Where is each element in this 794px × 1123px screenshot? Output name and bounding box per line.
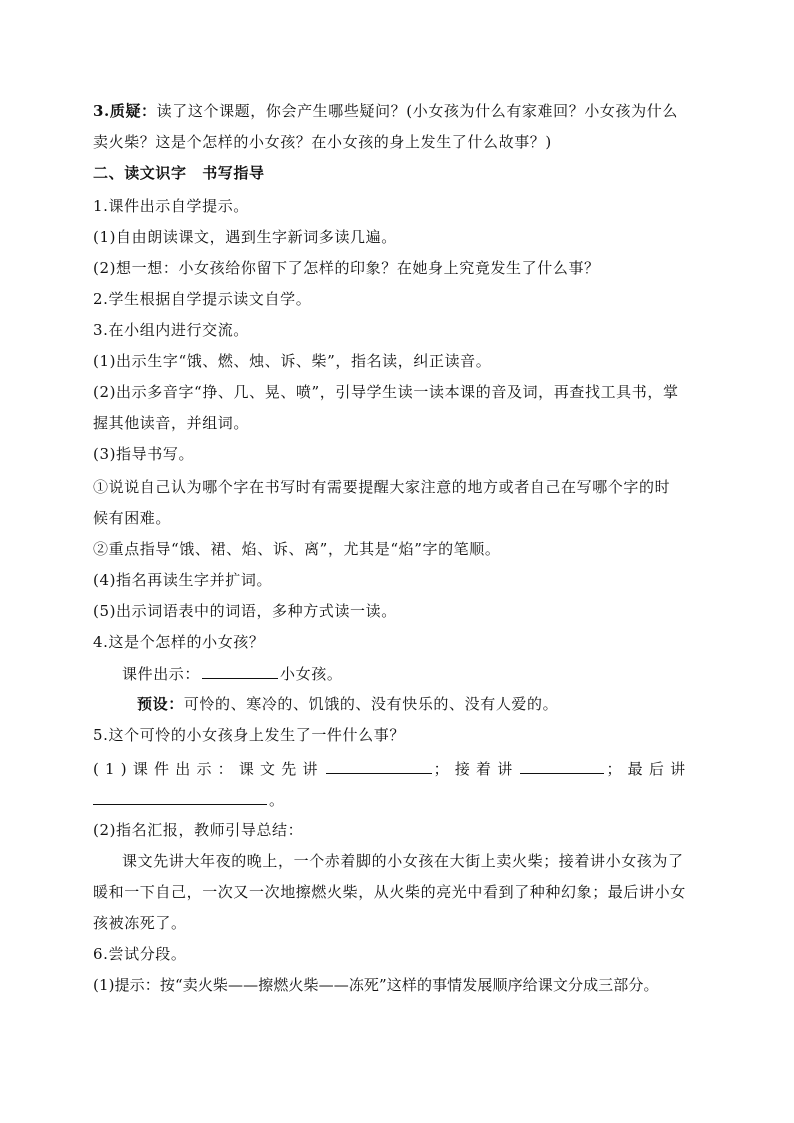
text-line: 5.这个可怜的小女孩身上发生了一件什么事？ [93,726,405,744]
text-line: (1)出示生字“饿、燃、烛、诉、柴”，指名读，纠正读音。 [93,352,492,370]
section-heading: 二、读文识字 书写指导 [93,164,265,182]
blank-connector: ；接着讲 [433,760,519,778]
blank-field [202,663,278,679]
text-line: (2)想一想：小女孩给你留下了怎样的印象？在她身上究竟发生了什么事？ [93,259,600,277]
blank-suffix: 。 [269,791,285,809]
blank-suffix: 小女孩。 [280,665,343,683]
text-line: (3)指导书写。 [93,445,195,463]
blank-field [326,758,432,774]
text-line: (5)出示词语表中的词语，多种方式读一读。 [93,602,397,620]
text-line: 候有困难。 [93,509,172,527]
question-line [93,101,678,121]
preset-text: 可怜的、寒冷的、饥饿的、没有快乐的、没有人爱的。 [183,695,559,713]
blank-field [93,789,267,805]
text-line: ①说说自己认为哪个字在书写时有需要提醒大家注意的地方或者自己在写哪个字的时 [93,478,671,496]
text-line: 1.课件出示自学提示。 [93,197,249,215]
text-line: 3.在小组内进行交流。 [93,321,249,339]
blank-connector: ；最后讲 [606,760,692,778]
text-line: (2)出示多音字“挣、几、晃、喷”，引导学生读一读本课的音及词，再查找工具书，掌 [93,383,679,401]
text-line: 4.这是个怎样的小女孩？ [93,633,265,651]
fill-blank-line [93,758,691,779]
blank-prefix: (1)课件出示：课文先讲 [93,760,324,778]
text-line: (1)自由朗读课文，遇到生字新词多读几遍。 [93,228,397,246]
question-text: 读了这个课题，你会产生哪些疑问？(小女孩为什么有家难回？小女孩为什么 [156,102,678,120]
text-line: 卖火柴？这是个怎样的小女孩？在小女孩的身上发生了什么故事？) [93,133,552,151]
text-line: (1)提示：按“卖火柴——擦燃火柴——冻死”这样的事情发展顺序给课文分成三部分。 [93,976,659,994]
text-line: 课文先讲大年夜的晚上，一个赤着脚的小女孩在大街上卖火柴；接着讲小女孩为了 [122,852,684,870]
preset-label: 预设： [137,695,184,713]
text-line: 6.尝试分段。 [93,945,187,963]
fill-blank-line [93,789,285,810]
text-line: ②重点指导“饿、裙、焰、诉、离”，尤其是“焰”字的笔顺。 [93,540,501,558]
preset-line [137,694,558,714]
text-line: 握其他读音，并组词。 [93,414,250,432]
courseware-label: 课件出示： [122,665,201,683]
fill-blank-line [122,663,342,684]
text-line: (2)指名汇报，教师引导总结： [93,821,304,839]
text-line: 孩被冻死了。 [93,914,187,932]
question-label: 3.质疑： [93,102,157,120]
text-line: 暖和一下自己，一次又一次地擦燃火柴，从火柴的亮光中看到了种种幻象；最后讲小女 [93,883,686,901]
blank-field [520,758,604,774]
text-line: (4)指名再读生字并扩词。 [93,571,273,589]
text-line: 2.学生根据自学提示读文自学。 [93,290,312,308]
